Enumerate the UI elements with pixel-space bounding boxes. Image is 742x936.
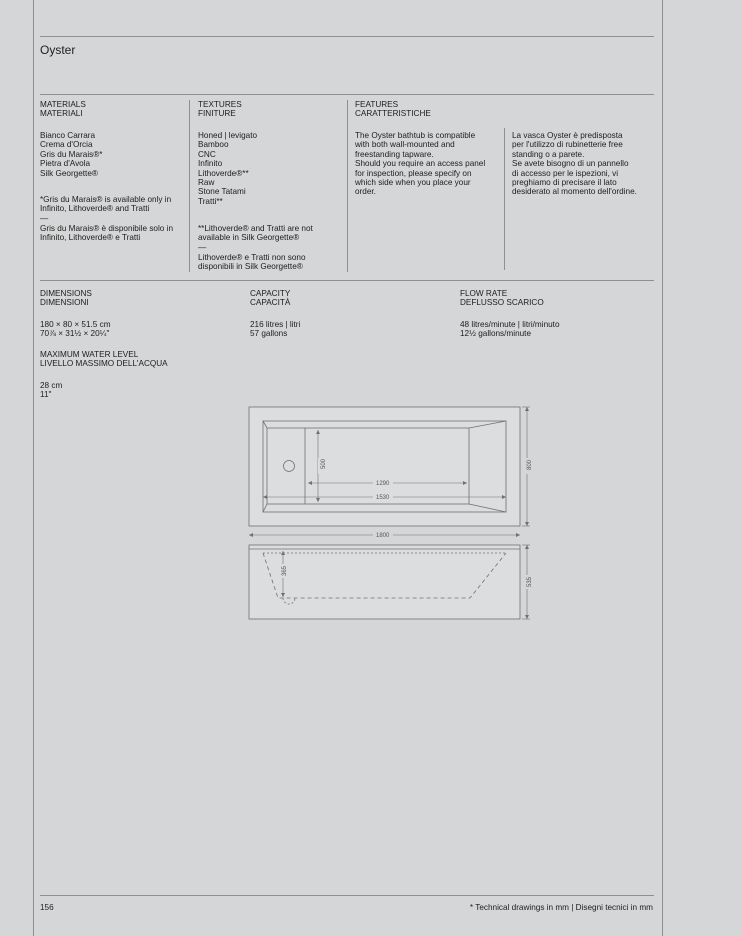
dim-1290-label: 1290	[376, 481, 390, 487]
textures-heading: TEXTURES FINITURE	[198, 100, 242, 119]
page-title: Oyster	[40, 43, 76, 57]
flow-rate-value: 48 litres/minute | litri/minuto 12½ gallons/minute	[460, 320, 560, 339]
dim-365-label: 365	[282, 565, 288, 576]
textures-note-en: **Lithoverde® and Tratti are not available in Silk Georgette®	[198, 224, 313, 243]
materials-heading: MATERIALS MATERIALI	[40, 100, 86, 119]
water-level-heading: MAXIMUM WATER LEVEL LIVELLO MASSIMO DELL'ACQUA	[40, 350, 168, 369]
dim-1530-label: 1530	[376, 495, 390, 501]
tub-side-outline	[249, 545, 520, 619]
water-level-value: 28 cm 11"	[40, 381, 63, 400]
dim-1800-label: 1800	[376, 533, 390, 539]
dim-500-label: 500	[321, 458, 327, 469]
textures-note-it: Lithoverde® e Tratti non sono disponibili in Silk Georgette®	[198, 253, 306, 272]
capacity-heading: CAPACITY CAPACITÀ	[250, 289, 291, 308]
textures-list: Honed | levigato Bamboo CNC Infinito Lithoverde®** Raw Stone Tatami Tratti**	[198, 131, 258, 206]
footer-rule	[40, 895, 654, 896]
tub-top-outline	[249, 407, 520, 526]
dim-535-label: 535	[527, 576, 533, 587]
capacity-value: 216 litres | litri 57 gallons	[250, 320, 301, 339]
dimensions-heading: DIMENSIONS DIMENSIONI	[40, 289, 92, 308]
materials-note-it: Gris du Marais® è disponibile solo in Infinito, Lithoverde® e Tratti	[40, 224, 173, 243]
features-text-en: The Oyster bathtub is compatible with both wall-mounted and freestanding tapware. Should you require an access panel for inspection, please specify on which side when you place your order.	[355, 131, 486, 197]
materials-note-separator: —	[40, 214, 49, 223]
footer-note: * Technical drawings in mm | Disegni tecnici in mm	[469, 903, 653, 912]
materials-note-en: *Gris du Marais® is available only in Infinito, Lithoverde® and Tratti	[40, 195, 172, 214]
flow-rate-heading: FLOW RATE DEFLUSSO SCARICO	[460, 289, 544, 308]
dimensions-value: 180 × 80 × 51.5 cm 70⅞ × 31½ × 20¼"	[40, 320, 111, 339]
features-heading: FEATURES CARATTERISTICHE	[355, 100, 431, 119]
features-text-it: La vasca Oyster è predisposta per l'utilizzo di rubinetterie free standing o a parete. Se avete bisogno di un pannello di accesso per le ispezioni, vi preghiamo di precisare il lato desiderato al momento dell'ordine.	[512, 131, 637, 197]
dim-800-label: 800	[527, 459, 533, 470]
materials-list: Bianco Carrara Crema d'Orcia Gris du Marais®* Pietra d'Avola Silk Georgette®	[40, 131, 103, 178]
page-number: 156	[40, 903, 54, 912]
textures-note-separator: —	[198, 243, 207, 252]
